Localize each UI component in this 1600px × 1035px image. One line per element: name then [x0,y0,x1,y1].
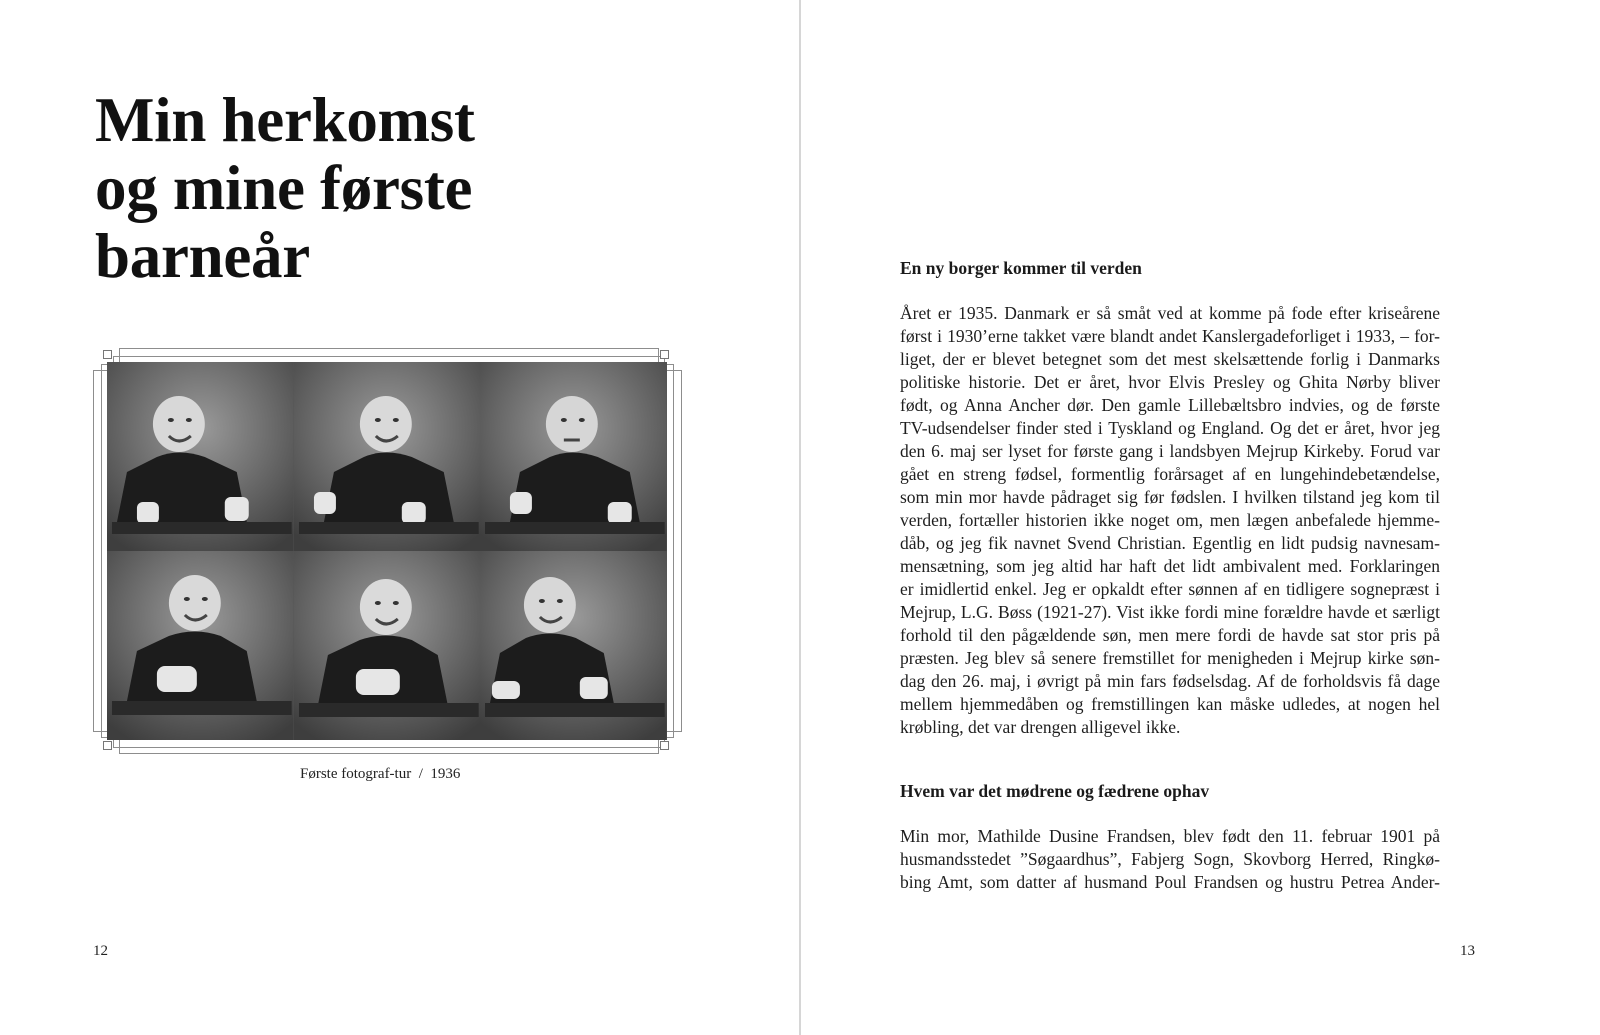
baby-portrait [107,362,294,551]
frame-corner [660,350,669,359]
text-line: forhold til den pågældende søn, men mere fordi de havde sat stor pris på [900,625,1440,645]
chapter-title [95,86,475,290]
text-line: præsten. Jeg blev så senere fremstillet for menigheden i Mejrup kirke søn- [900,648,1440,668]
photo-caption: Første fotograf-tur / 1936 [300,766,461,782]
text-line: født, og Anna Ancher dør. Den gamle Lillebæltsbro indvies, og de første [900,395,1440,415]
text-line: den 6. maj ser lyset for første gang i landsbyen Mejrup Kirkeby. Forud var [900,441,1440,461]
section-heading: Hvem var det mødrene og fædrene ophav [900,781,1210,801]
baby-portrait [294,551,481,740]
title-line: Min herkomst [95,85,475,155]
text-line: bing Amt, som datter af husmand Poul Frandsen og hustru Petrea Ander- [900,872,1440,892]
title-line: barneår [95,221,310,291]
baby-portrait [294,362,481,551]
text-line: som min mor havde pådraget sig før fødslen. I hvilken tilstand jeg kom til [900,487,1440,507]
body-paragraph [900,825,1440,894]
text-line: TV-udsendelser finder sted i Tyskland og England. Og det er året, hvor jeg [900,418,1440,438]
text-line: gået en streng fødsel, formentlig forårsaget af en lungehindebetændelse, [900,464,1440,484]
text-line: Mejrup, L.G. Bøss (1921-27). Vist ikke fordi mine forældre havde et særligt [900,602,1440,622]
text-line: er imidlertid enkel. Jeg er opkaldt efter sønnen af en tidligere sognepræst i [900,579,1440,599]
frame-corner [660,741,669,750]
baby-portrait [480,362,667,551]
text-line: mensætning, som jeg altid har haft det lidt ambivalent med. Forklaringen [900,556,1440,576]
photo-frame [93,348,682,754]
text-line: dåb, og jeg fik navnet Svend Christian. Egentlig en lidt pudsig navnesam- [900,533,1440,553]
body-paragraph [900,302,1440,739]
text-line: politiske historie. Det er året, hvor Elvis Presley og Ghita Nørby bliver [900,372,1440,392]
text-line: Min mor, Mathilde Dusine Frandsen, blev født den 11. februar 1901 på [900,826,1440,846]
title-line: og mine første [95,153,473,223]
text-line: dag den 26. maj, i øvrigt på min fars fødselsdag. Af de forholdsvis få dage [900,671,1440,691]
frame-corner [103,350,112,359]
page-number: 13 [1460,943,1475,959]
text-line: Året er 1935. Danmark er så småt ved at komme på fode efter kriseårene [900,303,1440,323]
page-number: 12 [93,943,108,959]
text-line: mellem hjemmedåben og fremstillingen kan måske udledes, at nogen hel [900,694,1440,714]
baby-photo-grid [107,362,667,740]
section-heading: En ny borger kommer til verden [900,258,1142,278]
text-line: først i 1930’erne takket være blandt andet Kanslergadeforliget i 1933, – for- [900,326,1440,346]
text-line: krøbling, det var drengen alligevel ikke. [900,717,1181,737]
right-page [800,0,1600,1035]
frame-corner [103,741,112,750]
text-line: liget, der er blevet betegnet som det mest skelsættende forlig i Danmarks [900,349,1440,369]
baby-portrait [480,551,667,740]
text-line: husmandsstedet ”Søgaardhus”, Fabjerg Sogn, Skovborg Herred, Ringkø- [900,849,1440,869]
baby-portrait [107,551,294,740]
text-line: verden, fortæller historien ikke noget om, men lægen anbefalede hjemme- [900,510,1440,530]
